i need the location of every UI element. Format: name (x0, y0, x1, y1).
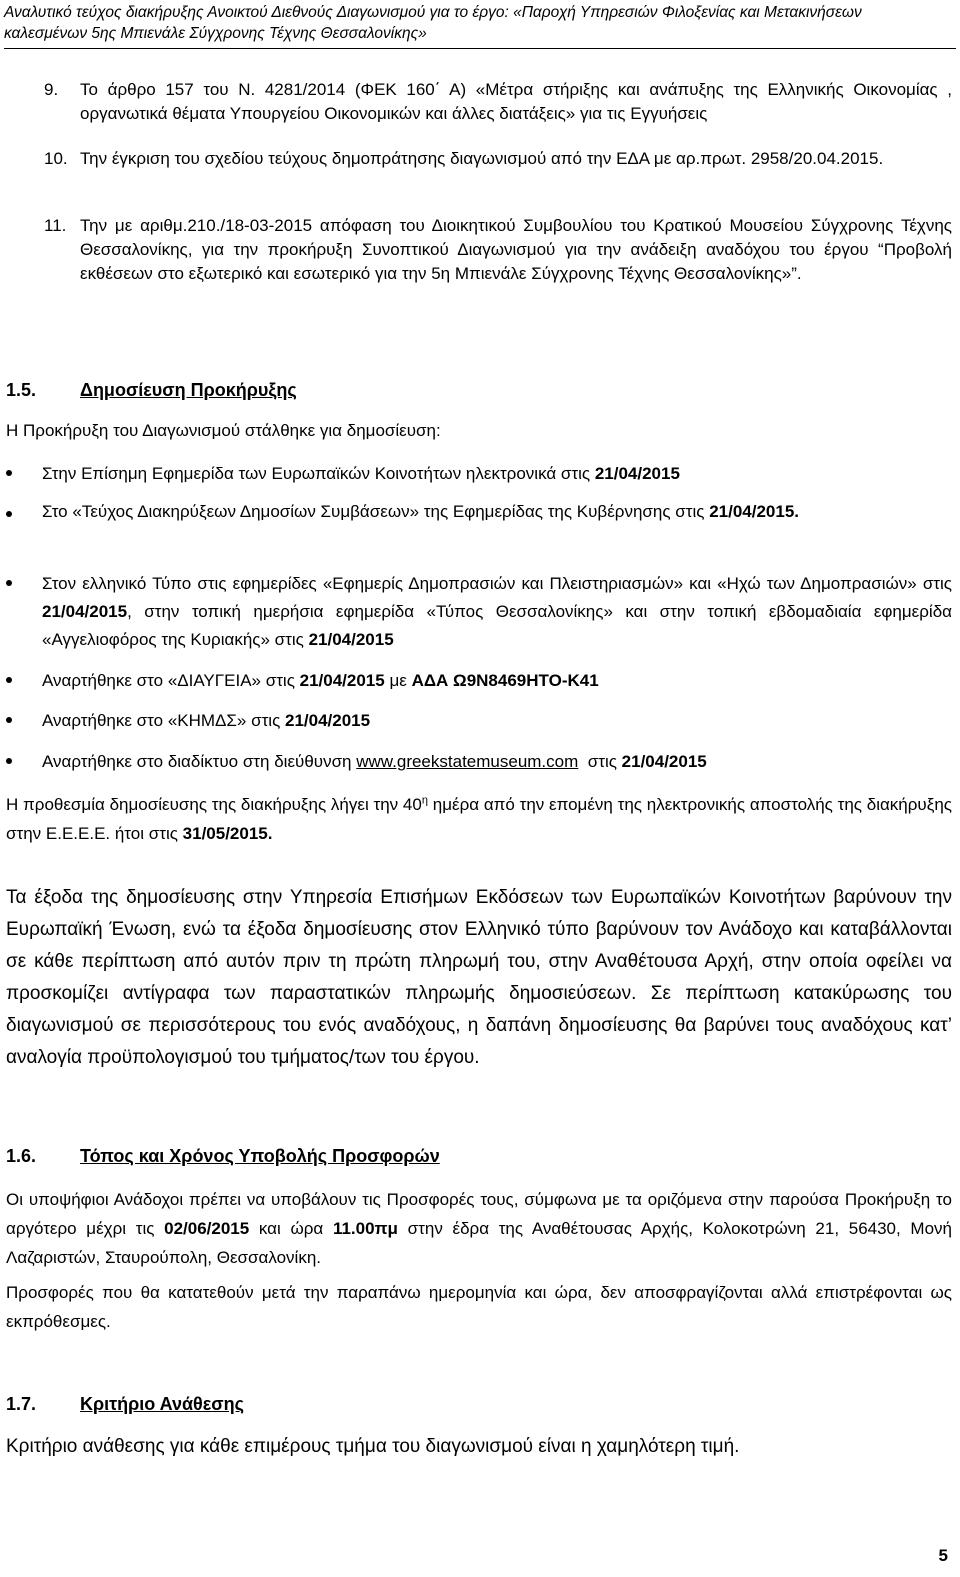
list-item-number: 10. (44, 149, 68, 168)
submission-paragraph: Οι υποψήφιοι Ανάδοχοι πρέπει να υποβάλουν τις Προσφορές τους, σύμφωνα με τα οριζόμενα στην παρούσα Προκήρυξη το αργότερο μέχρι τις 02/06/2015 και ώρα 11.00πμ στην έδρα της Αναθέτουσας Αρχής, Κολοκοτρώνη 21, 56430, Μονή Λαζαριστών, Σταυρούπολη, Θεσσαλονίκη. (6, 1190, 952, 1267)
bullet-text: Αναρτήθηκε στο «ΚΗΜΔΣ» στις 21/04/2015 (42, 711, 371, 730)
list-item-text: Την με αριθμ.210./18-03-2015 απόφαση του Διοικητικού Συμβουλίου του Κρατικού Μουσείου Σύγχρονης Τέχνης Θεσσαλονίκης, για την προκήρυξη Συνοπτικού Διαγωνισμού για την ανάδειξη αναδόχου του έργου “Προβολή εκθέσεων στο εξωτερικό και εσωτερικό για την 5η Μπιενάλε Σύγχρονης Τέχνης Θεσσαλονίκης»”. (80, 216, 952, 283)
bullet-text: Στο «Τεύχος Διακηρύξεων Δημοσίων Συμβάσεων» της Εφημερίδας της Κυβέρνησης στις 21/04/2015. (42, 502, 799, 521)
list-item-text: Το άρθρο 157 του Ν. 4281/2014 (ΦΕΚ 160΄ Α) «Μέτρα στήριξης και ανάπυξης της Ελληνικής Οικονομίας , οργανωτικά θέματα Υπουργείου Οικονομικών και άλλες διατάξεις» για τις Εγγυήσεις (80, 80, 952, 123)
bullet-icon (6, 717, 12, 723)
website-link[interactable]: www.greekstatemuseum.com (356, 752, 579, 771)
bullet-icon (6, 511, 12, 517)
section-title: Κριτήριο Ανάθεσης (80, 1394, 244, 1414)
award-criterion-paragraph: Κριτήριο ανάθεσης για κάθε επιμέρους τμήμα του διαγωνισμού είναι η χαμηλότερη τιμή. (6, 1436, 740, 1457)
list-item-number: 9. (44, 80, 59, 99)
section-title: Τόπος και Χρόνος Υποβολής Προσφορών (80, 1146, 440, 1166)
costs-paragraph: Τα έξοδα της δημοσίευσης στην Υπηρεσία Επισήμων Εκδόσεων των Ευρωπαϊκών Κοινοτήτων βαρύνουν την Ευρωπαϊκή Ένωση, ενώ τα έξοδα δημοσίευσης στον Ελληνικό τύπο βαρύνουν τον Ανάδοχο και καταβάλλονται σε κάθε περίπτωση από αυτόν πριν τη πρώτη πληρωμή του, στην Αναθέτουσα Αρχή, στην οποία οφείλει να προσκομίζει αντίγραφα των παραστατικών πληρωμής δημοσιεύσεων. Σε περίπτωση κατακύρωσης του διαγωνισμού σε περισσότερους του ενός αναδόχους, η δαπάνη δημοσίευσης θα βαρύνει τους αναδόχους κατ’ αναλογία προϋπολογισμού του τμήματος/των του έργου. (6, 887, 952, 1068)
section-number: 1.6. (6, 1146, 37, 1166)
bullet-text: Αναρτήθηκε στο διαδίκτυο στη διεύθυνση www.greekstatemuseum.com στις 21/04/2015 (42, 752, 707, 771)
header-line-2: καλεσμένων 5ης Μπιενάλε Σύγχρονης Τέχνης Θεσσαλονίκης» (4, 25, 427, 42)
list-item-text: Την έγκριση του σχεδίου τεύχους δημοπράτησης διαγωνισμού από την ΕΔΑ με αρ.πρωτ. 2958/20.04.2015. (80, 149, 884, 168)
bullet-icon (6, 580, 12, 586)
section-intro: Η Προκήρυξη του Διαγωνισμού στάλθηκε για δημοσίευση: (6, 421, 441, 440)
section-title: Δημοσίευση Προκήρυξης (80, 380, 297, 400)
bullet-text: Αναρτήθηκε στο «ΔΙΑΥΓΕΙΑ» στις 21/04/2015 με ΑΔΑ Ω9Ν8469ΗΤΟ-Κ41 (42, 671, 599, 690)
section-number: 1.5. (6, 380, 37, 400)
bullet-icon (6, 758, 12, 764)
list-item-number: 11. (44, 216, 67, 235)
bullet-text: Στον ελληνικό Τύπο στις εφημερίδες «Εφημερίς Δημοπρασιών και Πλειστηριασμών» και «Ηχώ των Δημοπρασιών» στις 21/04/2015, στην τοπική ημερήσια εφημερίδα «Τύπος Θεσσαλονίκης» και στην τοπική εβδομαδιαία εφημερίδα «Αγγελιοφόρος της Κυριακής» στις 21/04/2015 (42, 574, 952, 649)
bullet-icon (6, 470, 12, 476)
page-number: 5 (938, 1546, 948, 1565)
late-offers-paragraph: Προσφορές που θα κατατεθούν μετά την παραπάνω ημερομηνία και ώρα, δεν αποσφραγίζονται αλλά επιστρέφονται ως εκπρόθεσμες. (6, 1283, 952, 1331)
deadline-paragraph: Η προθεσμία δημοσίευσης της διακήρυξης λήγει την $40^\eta$ ημέρα από την επομένη της ηλεκτρονικής αποστολής της διακήρυξης στην Ε.Ε.Ε.Ε. ήτοι στις 31/05/2015. (6, 794, 952, 843)
bullet-text: Στην Επίσημη Εφημερίδα των Ευρωπαϊκών Κοινοτήτων ηλεκτρονικά στις 21/04/2015 (42, 464, 680, 483)
header-line-1: Αναλυτικό τεύχος διακήρυξης Ανοικτού Διεθνούς Διαγωνισμού για το έργο: «Παροχή Υπηρεσιών Φιλοξενίας και Μετακινήσεων (4, 4, 862, 21)
bullet-icon (6, 677, 12, 683)
section-number: 1.7. (6, 1394, 37, 1414)
document-header (4, 2, 956, 49)
